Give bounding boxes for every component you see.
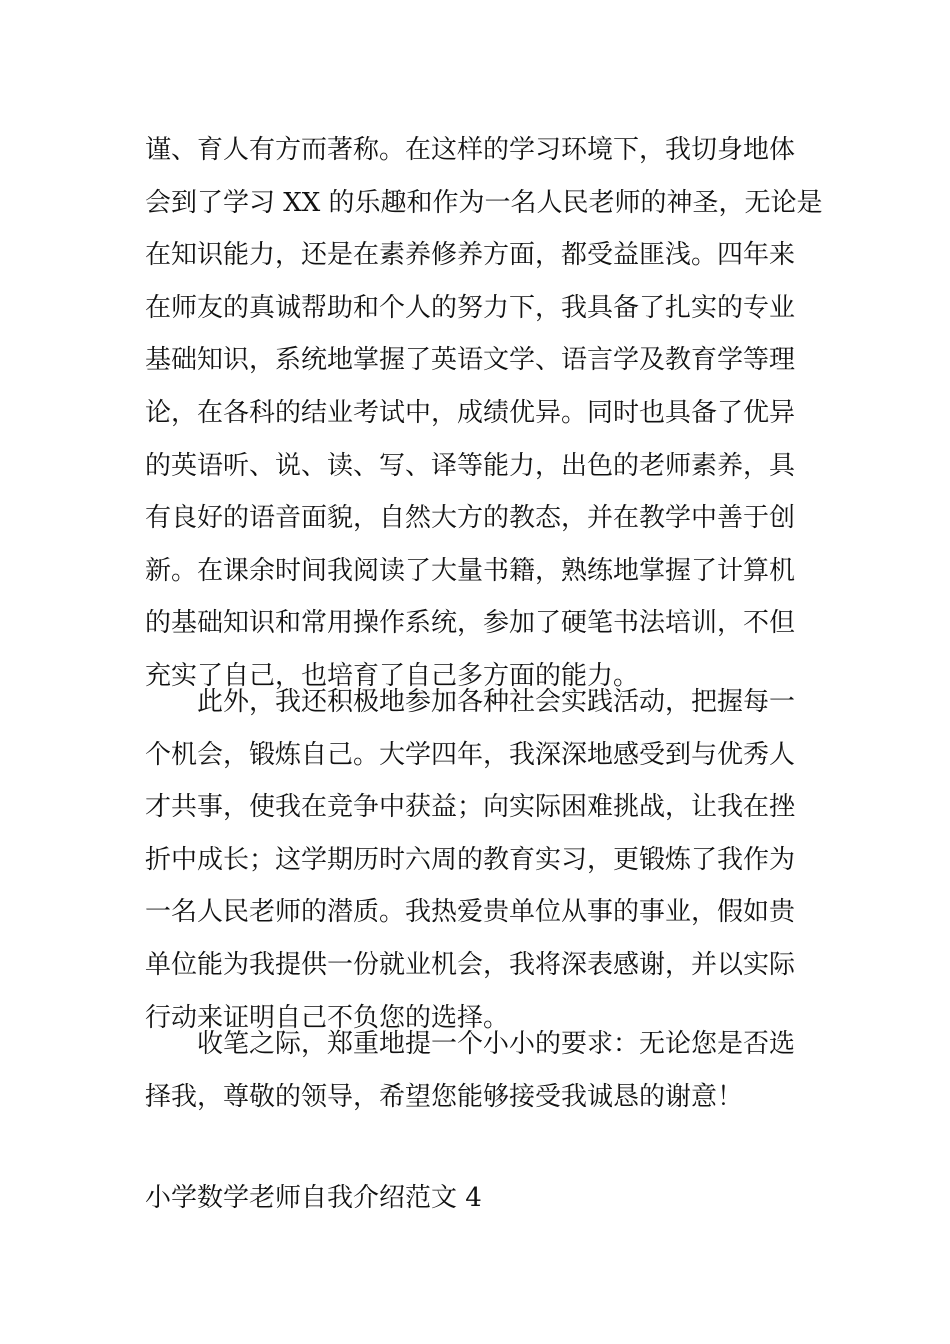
section-heading: 小学数学老师自我介绍范文 4 [145,1183,482,1213]
text-line: 在知识能力，还是在素养修养方面，都受益匪浅。四年来 [145,240,796,271]
text-line: 谨、育人有方而著称。在这样的学习环境下，我切身地体 [145,135,796,165]
text-line: 基础知识，系统地掌握了英语文学、语言学及教育学等理 [145,345,796,376]
text-line: 在师友的真诚帮助和个人的努力下，我具备了扎实的专业 [145,292,796,323]
text-line: 会到了学习 XX 的乐趣和作为一名人民老师的神圣，无论是 [145,187,823,218]
text-line: 行动来证明自己不负您的选择。 [145,1002,510,1033]
text-line: 充实了自己，也培育了自己多方面的能力。 [145,660,640,691]
text-line: 一名人民老师的潜质。我热爱贵单位从事的事业，假如贵 [145,897,796,928]
text-line: 此外，我还积极地参加各种社会实践活动，把握每一 [145,687,796,717]
text-line: 有良好的语音面貌，自然大方的教态，并在教学中善于创 [145,503,796,534]
paragraph-2 [145,676,807,1044]
text-line: 择我，尊敬的领导，希望您能够接受我诚恳的谢意！ [145,1081,744,1112]
text-line: 新。在课余时间我阅读了大量书籍，熟练地掌握了计算机 [145,555,796,586]
text-line: 的基础知识和常用操作系统，参加了硬笔书法培训，不但 [145,608,796,639]
text-line: 折中成长；这学期历时六周的教育实习，更锻炼了我作为 [145,844,796,875]
text-line: 单位能为我提供一份就业机会，我将深表感谢，并以实际 [145,949,796,980]
text-line: 个机会，锻炼自己。大学四年，我深深地感受到与优秀人 [145,739,796,770]
paragraph-3 [145,1018,807,1123]
text-line: 收笔之际，郑重地提一个小小的要求：无论您是否选 [145,1029,796,1059]
text-line: 才共事，使我在竞争中获益；向实际困难挑战，让我在挫 [145,792,796,823]
paragraph-1 [145,124,823,703]
text-line: 的英语听、说、读、写、译等能力，出色的老师素养，具 [145,450,796,481]
text-line: 论，在各科的结业考试中，成绩优异。同时也具备了优异 [145,397,796,428]
